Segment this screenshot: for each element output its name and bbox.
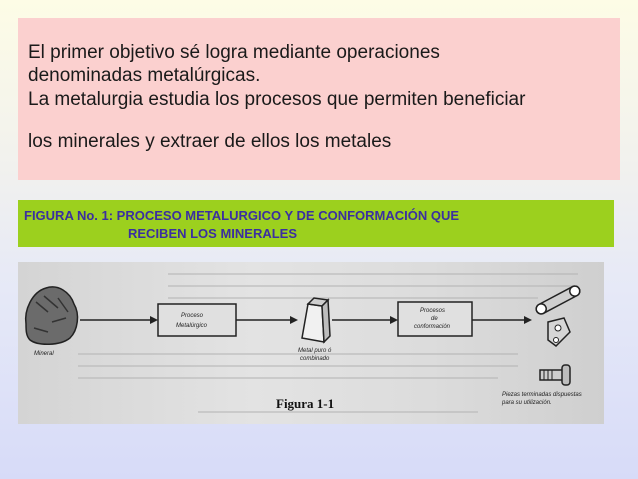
process-diagram [18,262,604,424]
intro-line-3: La metalurgia estudia los procesos que permiten beneficiar [28,89,526,110]
conform-box-line-2: de [431,316,438,322]
figure-title-line-1: FIGURA No. 1: PROCESO METALURGICO Y DE CONFORMACIÓN QUE [24,208,460,223]
metal-label-line-2: combinado [300,356,330,362]
process-box [158,304,236,336]
process-box-line-2: Metalúrgico [176,323,208,329]
finished-pieces-icon [534,284,581,385]
intro-text-box [18,18,620,180]
figure-title-line-2: RECIBEN LOS MINERALES [128,226,298,241]
mineral-label: Mineral [34,351,54,357]
figure-caption: Figura 1-1 [276,396,335,411]
metal-label-line-1: Metal puro ó [298,348,332,354]
intro-line-1: El primer objetivo sé logra mediante operaciones [28,42,440,63]
intro-line-2: denominadas metalúrgicas. [28,65,261,86]
conform-box-line-3: conformación [414,324,451,330]
process-figure [18,262,604,424]
figure-title-box [18,200,614,247]
pieces-label-line-2: para su utilización. [502,400,552,406]
metal-block-icon [302,298,330,342]
mineral-rock-icon [26,287,78,344]
process-box-line-1: Proceso [181,313,204,319]
intro-line-4: los minerales y extraer de ellos los metales [28,131,392,152]
pieces-label-line-1: Piezas terminadas dispuestas [502,392,582,398]
conform-box-line-1: Procesos [420,308,446,314]
